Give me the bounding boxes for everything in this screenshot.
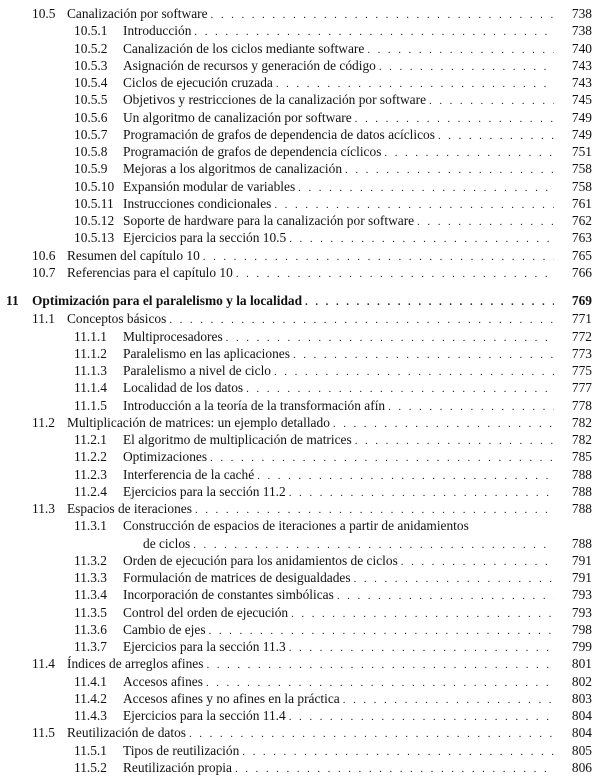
toc-entry-number: 10.5.2 <box>74 40 108 56</box>
toc-entry-title: Interferencia de la caché <box>123 466 255 482</box>
toc-entry-number: 11.3.3 <box>74 570 107 585</box>
toc-entry-title: Control del orden de ejecución <box>123 604 289 620</box>
toc-page-number: 738 <box>571 6 592 21</box>
toc-entry-title-line <box>123 91 558 110</box>
toc-entry-title: Canalización de los ciclos mediante software <box>123 40 365 56</box>
toc-page-number: 799 <box>571 639 592 654</box>
toc-entry-number: 11.1 <box>32 311 55 327</box>
toc-entry-title: Introducción <box>123 23 192 39</box>
toc-subsection <box>0 195 600 212</box>
toc-entry-number: 10.5.8 <box>74 144 108 159</box>
toc-entry-title: Asignación de recursos y generación de código <box>123 57 376 73</box>
toc-entry-title-line <box>67 310 558 329</box>
toc-entry-title: Localidad de los datos <box>123 380 244 396</box>
toc-entry-title-line <box>123 448 558 467</box>
toc-entry-number: 10.5.12 <box>74 213 115 228</box>
toc-entry-title-line <box>123 690 558 709</box>
toc-entry-number: 11.3.1 <box>74 518 107 534</box>
toc-entry-title-line <box>123 742 558 761</box>
toc-subsection <box>0 517 600 534</box>
toc-entry-title-line <box>123 517 558 534</box>
toc-entry-title: Instrucciones condicionales <box>123 195 272 211</box>
toc-entry-number: 10.5.4 <box>74 75 108 90</box>
toc-entry-title-line <box>123 397 558 416</box>
toc-entry-title-line <box>123 707 558 726</box>
toc-page-number: 749 <box>571 126 592 142</box>
toc-entry-number: 10.5.7 <box>74 126 108 142</box>
toc-page-number: 773 <box>571 345 592 361</box>
toc-section <box>0 500 600 517</box>
toc-entry-number: 11.2.3 <box>74 466 107 482</box>
toc-entry-title-line <box>123 160 558 179</box>
toc-entry-number: 11.3.2 <box>74 552 107 568</box>
toc-subsection <box>0 40 600 57</box>
toc-entry-title-line <box>123 379 558 398</box>
toc-page-number: 791 <box>571 570 592 585</box>
toc-subsection <box>0 160 600 177</box>
toc-entry-title: Referencias para el capítulo 10 <box>67 264 233 280</box>
toc-entry-title: Mejoras a los algoritmos de canalización <box>123 161 343 177</box>
toc-entry-number: 10.5.5 <box>74 92 108 108</box>
toc-page-number: 762 <box>571 213 592 228</box>
toc-entry-title-line <box>67 414 558 433</box>
toc-page-number: 740 <box>571 40 592 56</box>
toc-page-number: 788 <box>571 501 592 516</box>
toc-entry-title: Reutilización de datos <box>67 725 186 741</box>
toc-entry-title-line <box>123 362 558 381</box>
toc-entry-title-line <box>123 569 558 588</box>
toc-entry-title: Canalización por software <box>67 6 208 21</box>
toc-entry-title: Orden de ejecución para los anidamientos de ciclos <box>123 552 398 568</box>
toc-section <box>0 247 600 264</box>
toc-page-number: 771 <box>571 311 592 327</box>
toc-entry-title-line <box>67 655 558 674</box>
toc-entry-title: Ejercicios para la sección 10.5 <box>123 230 287 246</box>
toc-entry-title-line <box>67 247 558 266</box>
toc-subsection <box>0 742 600 759</box>
toc-section <box>0 5 600 22</box>
toc-page-number: 788 <box>571 535 592 551</box>
toc-subsection <box>0 690 600 707</box>
toc-entry-number: 11.1.5 <box>74 397 107 413</box>
toc-entry-title-line <box>67 500 558 519</box>
toc-page-number: 749 <box>571 109 592 125</box>
toc-page-number: 763 <box>571 230 592 246</box>
toc-subsection <box>0 483 600 500</box>
toc-entry-title: Accesos afines <box>123 673 203 689</box>
toc-page-number: 766 <box>571 264 592 280</box>
toc-entry-number: 10.5 <box>32 6 56 21</box>
toc-entry-title: Optimizaciones <box>123 449 208 465</box>
toc-subsection <box>0 379 600 396</box>
toc-subsection <box>0 328 600 345</box>
toc-entry-number: 11.2.4 <box>74 483 107 499</box>
toc-subsection <box>0 74 600 91</box>
toc-dot-leader <box>236 266 554 283</box>
toc-subsection <box>0 178 600 195</box>
toc-page-number: 788 <box>571 483 592 499</box>
toc-entry-number: 10.6 <box>32 247 56 263</box>
toc-subsection <box>0 91 600 108</box>
toc-entry-number: 10.5.6 <box>74 109 108 125</box>
toc-page-number: 758 <box>571 178 592 194</box>
toc-page-number: 751 <box>571 144 592 159</box>
toc-page-number: 775 <box>571 363 592 378</box>
toc-entry-title-line <box>123 638 558 657</box>
toc-entry-title: Un algoritmo de canalización por software <box>123 109 352 125</box>
toc-entry-title: Paralelismo en las aplicaciones <box>123 345 290 361</box>
toc-entry-title-line <box>67 724 558 743</box>
toc-entry-number: 11.1.2 <box>74 345 107 361</box>
toc-entry-title-line <box>123 57 558 76</box>
toc-entry-title: Objetivos y restricciones de la canalización por software <box>123 92 427 108</box>
toc-entry-title: Ejercicios para la sección 11.4 <box>123 708 286 723</box>
toc-page-number: 761 <box>571 195 592 211</box>
toc-entry-number: 10.5.10 <box>74 178 115 194</box>
toc-subsection <box>0 362 600 379</box>
toc-subsection <box>0 586 600 603</box>
toc-entry-title-line <box>123 22 558 41</box>
toc-page-number: 782 <box>571 414 592 430</box>
toc-entry-number: 10.5.11 <box>74 195 114 211</box>
toc-entry-number: 11.1.3 <box>74 363 107 378</box>
toc-page-number: 743 <box>571 75 592 90</box>
toc-entry-number: 11.5.2 <box>74 759 107 775</box>
toc-entry-title-line <box>67 264 558 283</box>
toc-page-number: 798 <box>571 621 592 637</box>
toc-entry-title-line <box>123 195 558 214</box>
toc-entry-title-line <box>32 292 558 311</box>
toc-page-number: 805 <box>571 742 592 758</box>
toc-entry-title-line <box>67 5 558 24</box>
toc-section <box>0 655 600 672</box>
toc-entry-title: Resumen del capítulo 10 <box>67 247 200 263</box>
toc-subsection <box>0 707 600 724</box>
toc-entry-title-line <box>123 431 558 450</box>
toc-page-number: 782 <box>571 432 592 447</box>
toc-entry-title-line <box>123 673 558 692</box>
toc-subsection <box>0 448 600 465</box>
toc-entry-title: Ejercicios para la sección 11.2 <box>123 483 286 499</box>
toc-entry-title: Programación de grafos de dependencia de datos acíclicos <box>123 126 435 142</box>
toc-page-number: 804 <box>571 725 592 741</box>
toc-section <box>0 414 600 431</box>
toc-entry-number: 11.5 <box>32 725 55 741</box>
toc-entry-number: 11.3 <box>32 501 55 516</box>
toc-entry-title-line <box>123 483 558 502</box>
toc-entry-number: 10.5.13 <box>74 230 115 246</box>
toc-entry-title: Reutilización propia <box>123 759 232 775</box>
toc-page-number: 803 <box>571 690 592 706</box>
toc-subsection <box>0 397 600 414</box>
toc-entry-title: Índices de arreglos afines <box>67 656 204 672</box>
toc-subsection <box>0 212 600 229</box>
toc-entry-title-line <box>143 535 558 554</box>
toc-entry-number: 10.5.9 <box>74 161 108 177</box>
toc-page-number: 785 <box>571 449 592 465</box>
toc-entry-number: 10.5.1 <box>74 23 108 39</box>
toc-entry-number: 11.1.1 <box>74 328 107 344</box>
toc-entry-number: 11 <box>6 293 19 308</box>
toc-entry-title-line <box>123 126 558 145</box>
toc-entry-title: Soporte de hardware para la canalización por software <box>123 213 415 228</box>
toc-entry-title-line <box>123 604 558 623</box>
toc-entry-title-line <box>123 143 558 162</box>
toc-entry-title: Tipos de reutilización <box>123 742 240 758</box>
toc-page-number: 788 <box>571 466 592 482</box>
toc-page-number: 793 <box>571 604 592 620</box>
toc-entry-title: Paralelismo a nivel de ciclo <box>123 363 271 378</box>
toc-page-number: 758 <box>571 161 592 177</box>
toc-entry-title-line <box>123 328 558 347</box>
toc-page-number: 738 <box>571 23 592 39</box>
toc-entry-title: Expansión modular de variables <box>123 178 296 194</box>
toc-entry-number: 11.4.1 <box>74 673 107 689</box>
toc-subsection <box>0 759 600 776</box>
toc-entry-title: Accesos afines y no afines en la práctica <box>123 690 340 706</box>
toc-page-number: 769 <box>571 293 592 308</box>
toc-entry-number: 11.2 <box>32 414 55 430</box>
toc-entry-number: 11.2.1 <box>74 432 107 447</box>
toc-entry-title: Conceptos básicos <box>67 311 167 327</box>
toc-entry-title: Multiprocesadores <box>123 328 223 344</box>
toc-subsection <box>0 604 600 621</box>
toc-page-number: 804 <box>571 708 592 723</box>
toc-entry-number: 11.4.2 <box>74 690 107 706</box>
toc-entry-number: 11.1.4 <box>74 380 107 396</box>
toc-subsection <box>0 22 600 39</box>
toc-entry-number: 10.5.3 <box>74 57 108 73</box>
toc-chapter <box>0 292 600 309</box>
toc-entry-title: Ciclos de ejecución cruzada <box>123 75 273 90</box>
toc-entry-title: Incorporación de constantes simbólicas <box>123 587 334 603</box>
toc-entry-title-line <box>123 212 558 231</box>
toc-entry-title-line <box>123 345 558 364</box>
toc-page-number: 743 <box>571 57 592 73</box>
toc-entry-title-line <box>123 466 558 485</box>
toc-entry-title: Formulación de matrices de desigualdades <box>123 570 351 585</box>
toc-entry-number: 11.3.4 <box>74 587 107 603</box>
toc-entry-title-line <box>123 586 558 605</box>
toc-subsection <box>0 621 600 638</box>
toc-entry-title-line <box>123 40 558 59</box>
toc-subsection <box>0 143 600 160</box>
toc-entry-title-line <box>123 621 558 640</box>
toc-page-number: 777 <box>571 380 592 396</box>
toc-subsection <box>0 431 600 448</box>
toc-entry-title: Construcción de espacios de iteraciones a partir de anidamientos <box>123 518 469 534</box>
toc-subsection <box>0 345 600 362</box>
toc-subsection <box>0 57 600 74</box>
toc-entry-title: Cambio de ejes <box>123 621 206 637</box>
toc-entry-title: Ejercicios para la sección 11.3 <box>123 639 286 654</box>
toc-subsection <box>0 109 600 126</box>
toc-entry-title-line <box>123 109 558 128</box>
toc-subsection <box>0 552 600 569</box>
toc-page-number: 806 <box>571 759 592 775</box>
toc-entry-title: Programación de grafos de dependencia cíclicos <box>123 144 382 159</box>
toc-page-number: 802 <box>571 673 592 689</box>
toc-subsection <box>0 638 600 655</box>
toc-entry-number: 11.3.7 <box>74 639 107 654</box>
toc-page-number: 791 <box>571 552 592 568</box>
toc-entry-title: de ciclos <box>143 535 191 551</box>
toc-dot-leader <box>235 761 554 778</box>
toc-page-number: 772 <box>571 328 592 344</box>
toc-page-number: 793 <box>571 587 592 603</box>
toc-entry-title-line <box>123 552 558 571</box>
toc-subsection <box>0 466 600 483</box>
toc-subsection <box>0 569 600 586</box>
toc-page-number: 801 <box>571 656 592 672</box>
toc-entry-number: 11.2.2 <box>74 449 107 465</box>
toc-entry-number: 11.4 <box>32 656 55 672</box>
toc-entry-title-line <box>123 229 558 248</box>
toc-entry-number: 11.3.6 <box>74 621 107 637</box>
toc-section <box>0 724 600 741</box>
toc-section <box>0 264 600 281</box>
toc-entry-number: 11.5.1 <box>74 742 107 758</box>
toc-entry-title-line <box>123 74 558 93</box>
toc-subsection <box>0 229 600 246</box>
toc-entry-title: Optimización para el paralelismo y la localidad <box>32 293 303 308</box>
toc-subsection <box>0 535 600 552</box>
toc-entry-number: 11.3.5 <box>74 604 107 620</box>
toc-entry-title: Espacios de iteraciones <box>67 501 192 516</box>
toc-section <box>0 310 600 327</box>
toc-entry-title-line <box>123 759 558 778</box>
toc-entry-title-line <box>123 178 558 197</box>
toc-subsection <box>0 673 600 690</box>
toc-entry-number: 11.4.3 <box>74 708 107 723</box>
toc-page-number: 765 <box>571 247 592 263</box>
toc-page-number: 778 <box>571 397 592 413</box>
toc-dot-leader <box>305 294 554 311</box>
toc-entry-title: Multiplicación de matrices: un ejemplo detallado <box>67 414 330 430</box>
toc-entry-title: Introducción a la teoría de la transformación afín <box>123 397 386 413</box>
toc-entry-title: El algoritmo de multiplicación de matrices <box>123 432 352 447</box>
toc-subsection <box>0 126 600 143</box>
toc-page-number: 745 <box>571 92 592 108</box>
toc-entry-number: 10.7 <box>32 264 56 280</box>
